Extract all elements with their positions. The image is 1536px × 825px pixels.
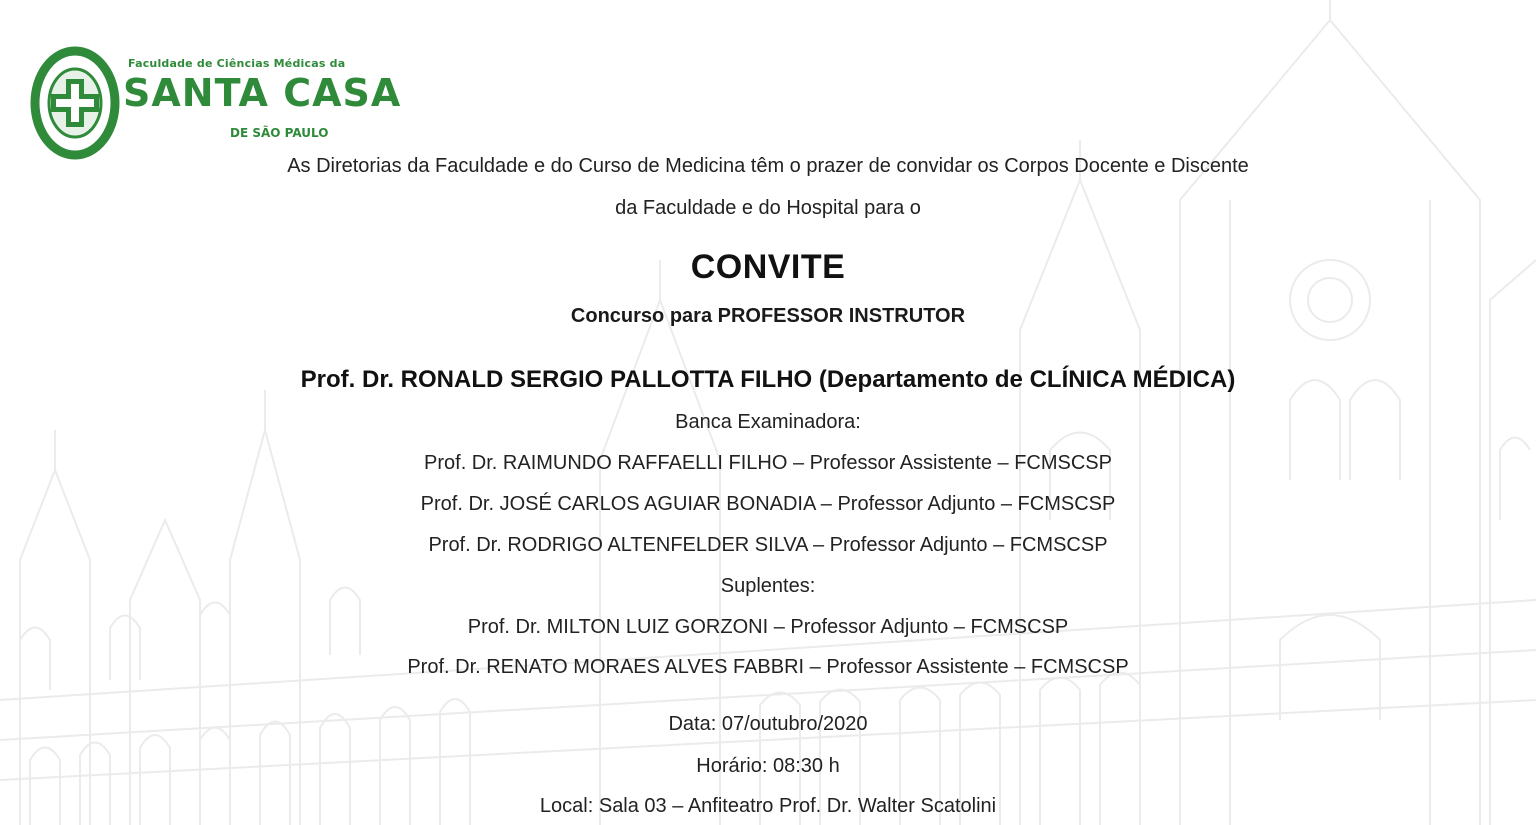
banca-member: Prof. Dr. RAIMUNDO RAFFAELLI FILHO – Professor Assistente – FCMSCSP [424,452,1112,474]
intro-line-1: As Diretorias da Faculdade e do Curso de Medicina têm o prazer de convidar os Corpos Docente e Discente [287,155,1249,177]
suplente-member: Prof. Dr. RENATO MORAES ALVES FABBRI – Professor Assistente – FCMSCSP [407,656,1129,678]
event-location: Local: Sala 03 – Anfiteatro Prof. Dr. Walter Scatolini [539,795,997,817]
banca-heading: Banca Examinadora: [675,411,861,433]
logo-faculty-text: Faculdade de Ciências Médicas da [128,57,346,70]
institution-logo [30,45,402,160]
suplente-member: Prof. Dr. MILTON LUIZ GORZONI – Professor Adjunto – FCMSCSP [467,616,1069,638]
intro-line-2: da Faculdade e do Hospital para o [615,197,921,219]
contest-subtitle: Concurso para PROFESSOR INSTRUTOR [570,305,966,327]
banca-member: Prof. Dr. RODRIGO ALTENFELDER SILVA – Professor Adjunto – FCMSCSP [428,534,1108,556]
logo-sao-paulo-text: DE SÃO PAULO [230,126,329,140]
event-date: Data: 07/outubro/2020 [668,713,868,735]
cross-serpent-emblem-icon [30,45,120,160]
event-time: Horário: 08:30 h [696,755,840,777]
candidate-name: Prof. Dr. RONALD SERGIO PALLOTTA FILHO (Departamento de CLÍNICA MÉDICA) [300,366,1236,393]
suplentes-heading: Suplentes: [720,575,816,597]
logo-santa-casa-text: SANTA CASA [123,71,402,115]
banca-member: Prof. Dr. JOSÉ CARLOS AGUIAR BONADIA – Professor Adjunto – FCMSCSP [420,493,1116,515]
invitation-title: CONVITE [690,248,846,286]
